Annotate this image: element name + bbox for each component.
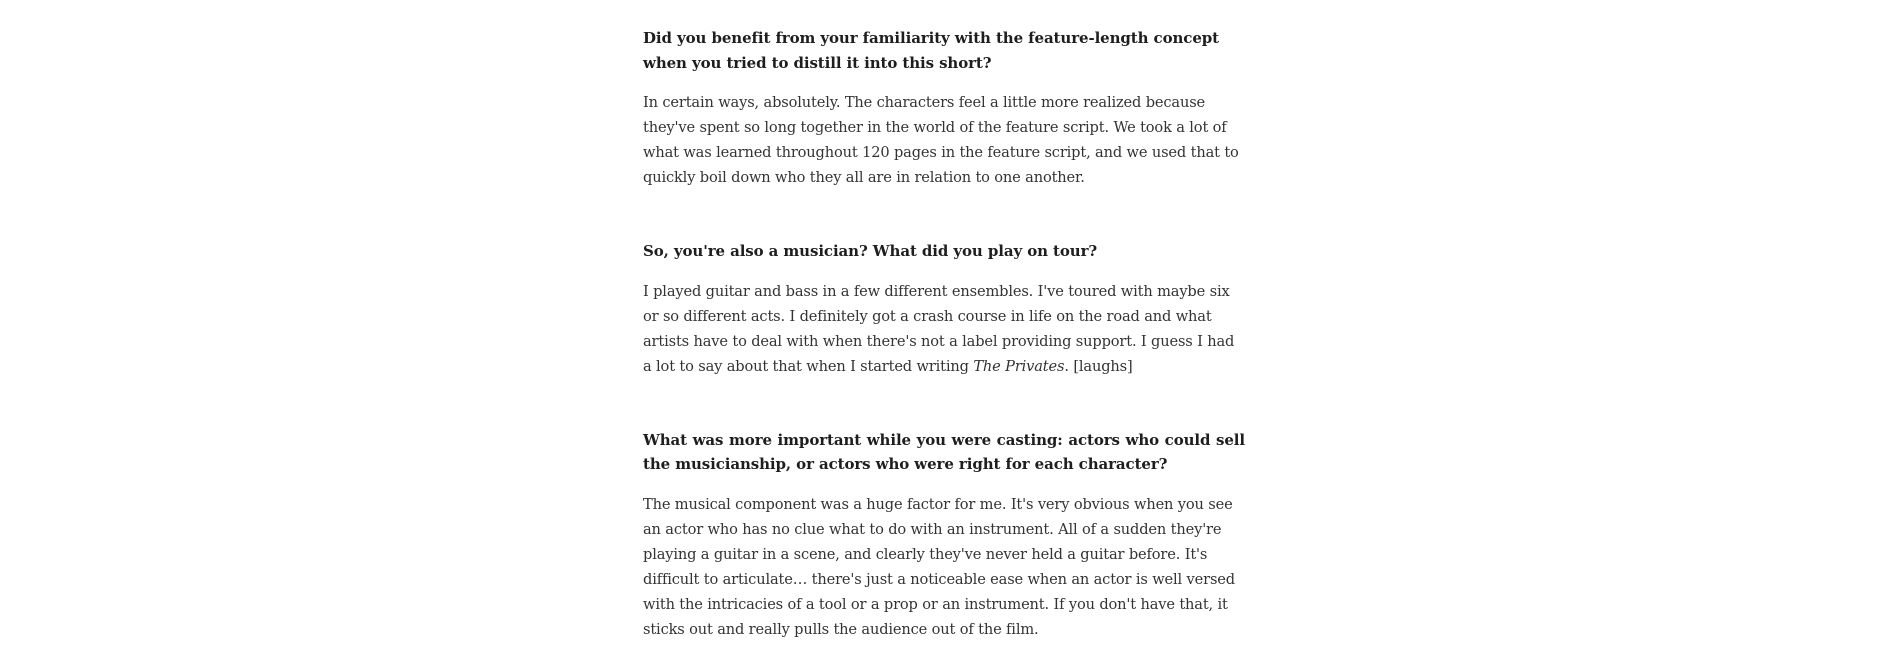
interview-question: Did you benefit from your familiarity with the feature-length concept when you tried to distill it into this short?	[643, 29, 1219, 72]
interview-question: So, you're also a musician? What did you play on tour?	[643, 242, 1098, 260]
interview-answer: The musical component was a huge factor for me. It's very obvious when you see an actor who has no clue what to do with an instrument. All of a sudden they're playing a guitar in a scene, and clearly they've never held a guitar before. It's difficult to articulate… there's just a noticeable ease when an actor is well versed with the intricacies of a tool or a prop or an instrument. If you don't have that, it sticks out and really pulls the audience out of the film.	[643, 495, 1235, 638]
interview-article	[643, 26, 1245, 642]
interview-answer: In certain ways, absolutely. The characters feel a little more realized because they've spent so long together in the world of the feature script. We took a lot of what was learned throughout 120 pages in the feature script, and we used that to quickly boil down who they all are in relation to one another.	[643, 94, 1239, 186]
interview-answer	[643, 279, 1245, 379]
qa-block	[643, 428, 1245, 642]
interview-question: What was more important while you were casting: actors who could sell the musicianship, or actors who were right for each character?	[643, 430, 1245, 473]
answer-text: . [laughs]	[1064, 357, 1133, 375]
answer-text: I played guitar and bass in a few different ensembles. I've toured with maybe six or so different acts. I definitely got a crash course in life on the road and what artists have to deal with when there's not a label providing support. I guess I had a lot to say about that when I started writing	[643, 282, 1235, 375]
film-title: The Privates	[973, 357, 1065, 375]
qa-block	[643, 239, 1245, 379]
qa-block	[643, 26, 1245, 190]
